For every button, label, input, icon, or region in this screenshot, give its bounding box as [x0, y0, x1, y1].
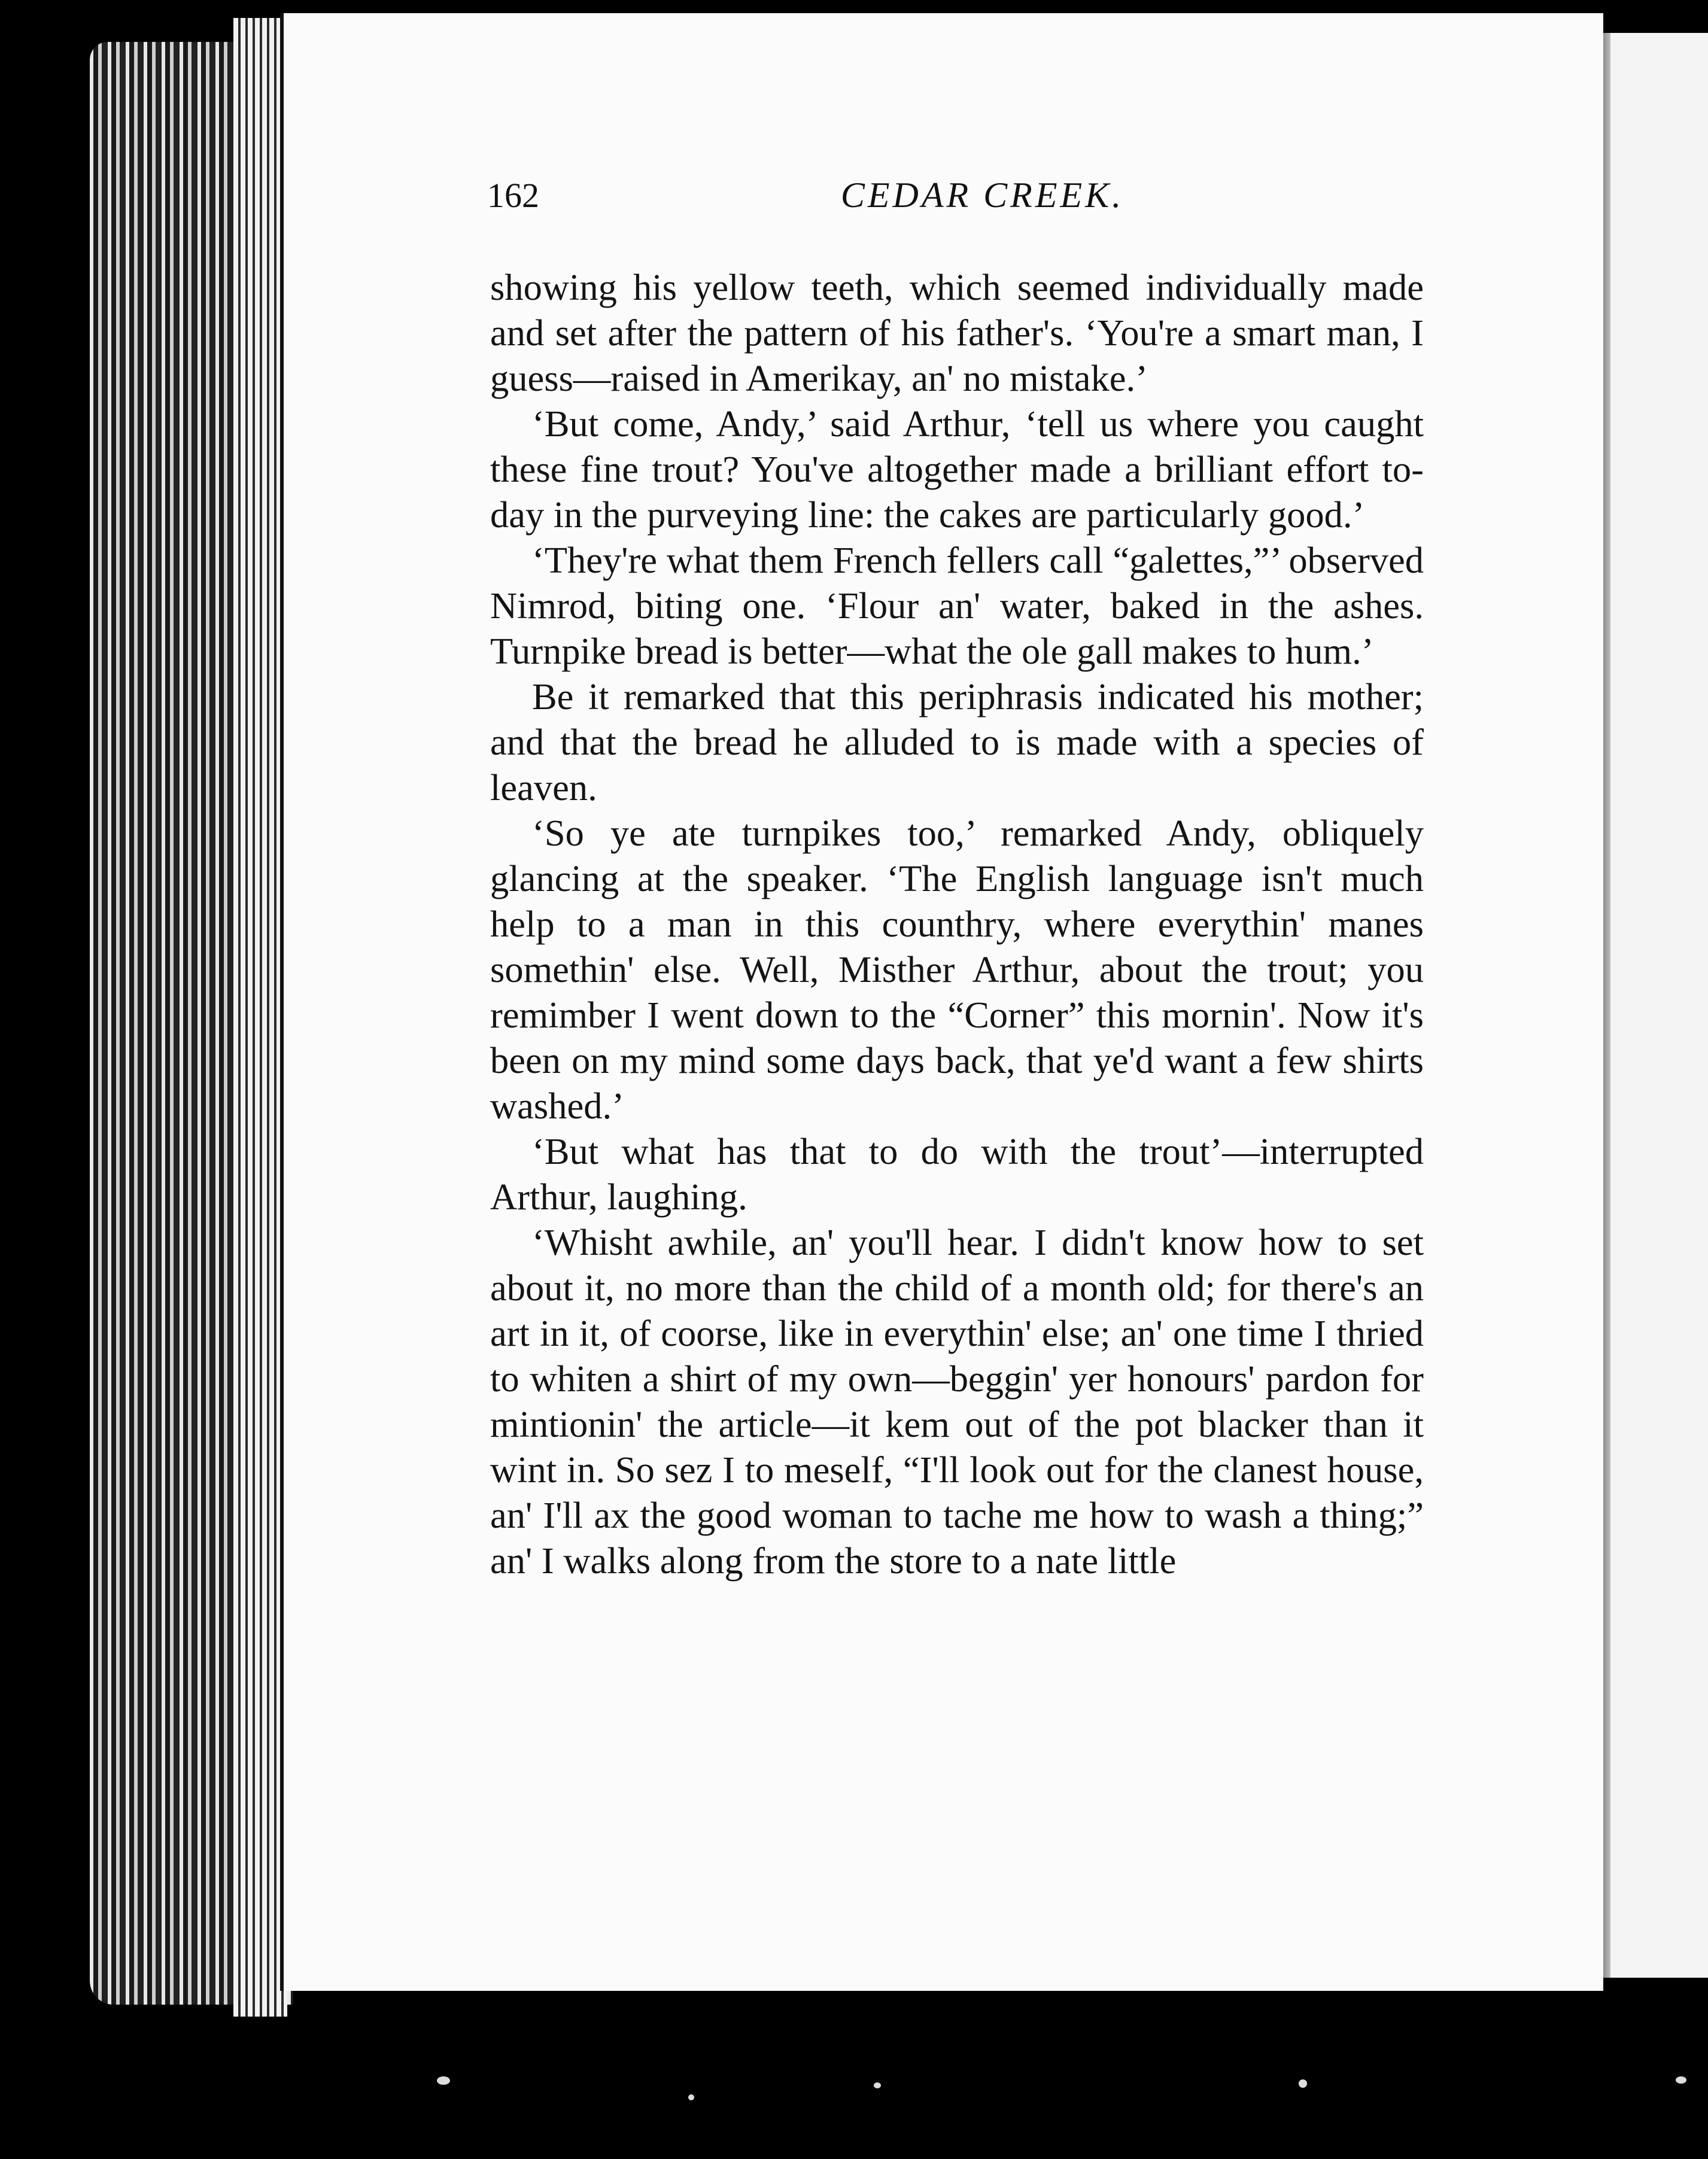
page-header: [487, 175, 1352, 216]
paragraph-6: ‘But what has that to do with the trout’—interrupted Arthur, laughing.: [490, 1130, 1424, 1218]
paragraph-5: ‘So ye ate turnpikes too,’ remarked Andy, obliquely glancing at the speaker. ‘The English language isn't much help to a man in this counthry, where everythin' manes somethin' else. Well, Misther Arthur, about the trout; you remimber I went down to the “Corner” this mornin'. Now it's been on my mind some days back, that ye'd want a few shirts washed.’: [490, 812, 1424, 1127]
body-text: [490, 264, 1424, 1583]
running-head: CEDAR CREEK.: [840, 175, 1125, 215]
paragraph-3: ‘They're what them French fellers call “galettes,”’ observed Nimrod, biting one. ‘Flour an' water, baked in the ashes. Turnpike bread is better—what the ole gall makes to hum.’: [490, 539, 1424, 672]
paragraph-4: Be it remarked that this periphrasis indicated his mother; and that the bread he alluded to is made with a species of leaven.: [490, 676, 1424, 808]
paragraph-2: ‘But come, Andy,’ said Arthur, ‘tell us where you caught these fine trout? You've altogether made a brilliant effort to-day in the purveying line: the cakes are particularly good.’: [490, 403, 1424, 536]
paragraph-7: ‘Whisht awhile, an' you'll hear. I didn't know how to set about it, no more than the child of a month old; for there's an art in it, of coorse, like in everythin' else; an' one time I thried to whiten a shirt of my own—beggin' yer honours' pardon for mintionin' the article—it kem out of the pot blacker than it wint in. So sez I to meself, “I'll look out for the clanest house, an' I'll ax the good woman to tache me how to wash a thing;” an' I walks along from the store to a nate little: [490, 1221, 1424, 1582]
page-stack-inner: [233, 18, 287, 2017]
scan-specks: [0, 1993, 1708, 2159]
page-number: 162: [487, 176, 539, 215]
book-page: [280, 13, 1603, 1991]
paragraph-1: showing his yellow teeth, which seemed individually made and set after the pattern of his father's. ‘You're a smart man, I guess—raised in Amerikay, an' no mistake.’: [490, 266, 1424, 399]
facing-page: [1595, 33, 1708, 1978]
